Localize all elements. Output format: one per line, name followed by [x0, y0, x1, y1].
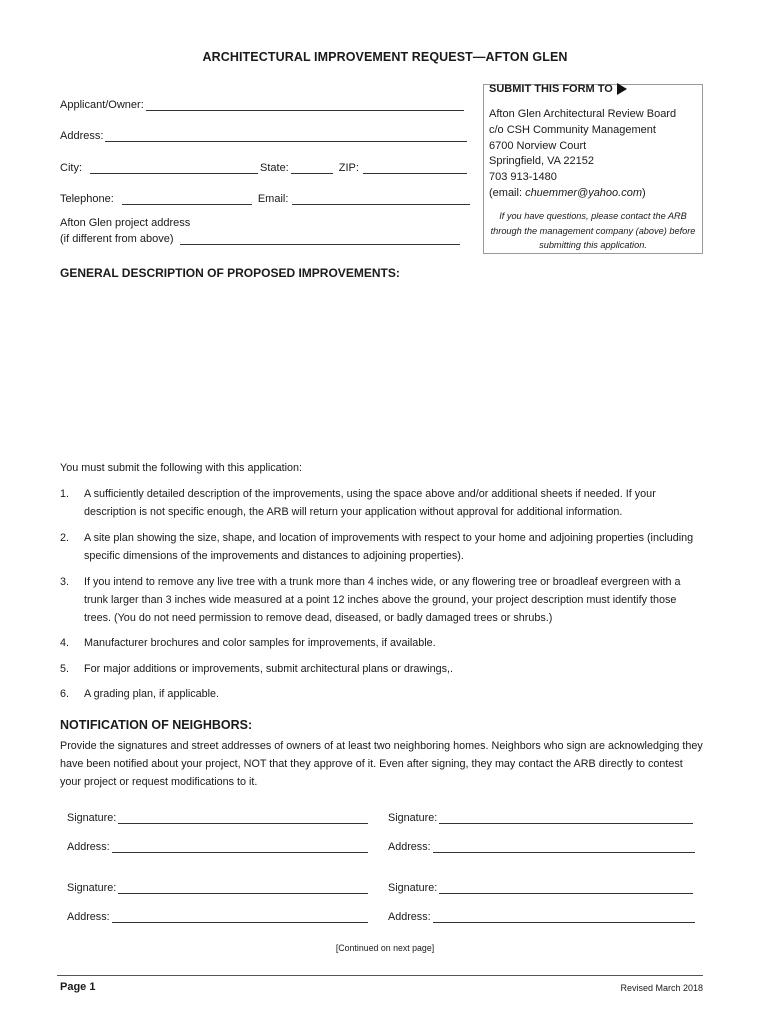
address-field[interactable] [105, 130, 467, 142]
revision-date: Revised March 2018 [620, 983, 703, 993]
street-address: 6700 Norview Court [489, 139, 587, 152]
form-title: ARCHITECTURAL IMPROVEMENT REQUEST—AFTON GLEN [202, 50, 568, 64]
requirement-text: A grading plan, if applicable. [84, 688, 220, 700]
signature-label: Signature: [388, 882, 438, 894]
project-address-label-2: (if different from above) [60, 233, 174, 245]
footer-divider [57, 975, 703, 976]
neighbor-2-signature-row [388, 812, 695, 824]
address-label: Address: [388, 911, 431, 923]
neighbor-1-signature-field[interactable] [118, 812, 368, 824]
neighbor-2-address-field[interactable] [433, 841, 695, 853]
applicant-owner-row [60, 99, 466, 111]
arb-name: Afton Glen Architectural Review Board [489, 108, 677, 120]
email-prefix: (email: [489, 186, 526, 199]
play-arrow-icon [617, 83, 627, 95]
neighbor-2-address-row [388, 841, 697, 853]
neighbor-3-signature-row [67, 882, 370, 894]
neighbor-3-address-field[interactable] [112, 911, 368, 923]
address-label: Address: [388, 841, 431, 853]
project-address-field[interactable] [180, 233, 460, 245]
signature-label: Signature: [388, 812, 438, 824]
email-field[interactable] [292, 193, 470, 205]
telephone-label: Telephone: [60, 193, 114, 205]
continued-note: [Continued on next page] [335, 943, 435, 953]
project-address-label-1: Afton Glen project address [60, 217, 191, 229]
email-line [489, 186, 699, 202]
city-state-zip: Springfield, VA 22152 [489, 155, 594, 168]
general-description-area[interactable] [60, 288, 703, 448]
neighbor-1-address-field[interactable] [112, 841, 368, 853]
zip-field[interactable] [363, 162, 467, 174]
phone-number: 703 913-1480 [489, 171, 557, 184]
page-number: Page 1 [60, 981, 96, 993]
address-label: Address: [60, 130, 104, 142]
applicant-owner-label: Applicant/Owner: [60, 99, 144, 111]
general-description-heading: GENERAL DESCRIPTION OF PROPOSED IMPROVEMENTS: [60, 266, 400, 280]
city-state-zip-row [60, 162, 469, 174]
neighbor-4-signature-field[interactable] [439, 882, 693, 894]
management-company: c/o CSH Community Management [489, 123, 656, 136]
requirement-number: 4. [60, 637, 70, 649]
neighbors-heading: NOTIFICATION OF NEIGHBORS: [60, 718, 253, 732]
neighbor-1-signature-row [67, 812, 370, 824]
applicant-owner-field[interactable] [146, 99, 464, 111]
requirement-text: A sufficiently detailed description of the improvements, using the space above and/or additional sheets if needed. If your description is not specific enough, the ARB will return your application without approval for additional information. [84, 488, 656, 518]
requirement-number: 6. [60, 688, 70, 700]
project-address-row [60, 233, 462, 245]
address-row [60, 130, 469, 142]
neighbor-2-signature-field[interactable] [439, 812, 693, 824]
signature-label: Signature: [67, 882, 117, 894]
city-field[interactable] [90, 162, 258, 174]
telephone-field[interactable] [122, 193, 252, 205]
requirement-number: 1. [60, 488, 70, 500]
requirement-item-6 [60, 685, 706, 703]
signature-label: Signature: [67, 812, 117, 824]
address-label: Address: [67, 911, 110, 923]
address-label: Address: [67, 841, 110, 853]
neighbor-4-signature-row [388, 882, 695, 894]
requirement-item-5 [60, 660, 706, 678]
requirement-item-3 [60, 573, 706, 627]
email-label: Email: [257, 193, 289, 205]
requirement-text: A site plan showing the size, shape, and location of improvements with respect to your home and adjoining properties (including specific dimensions of the improvements and distances to adjoining properties). [84, 532, 694, 562]
state-field[interactable] [291, 162, 333, 174]
requirement-item-1 [60, 485, 706, 521]
neighbor-3-address-row [67, 911, 370, 923]
neighbor-1-address-row [67, 841, 370, 853]
requirement-item-2 [60, 529, 706, 565]
requirement-text: For major additions or improvements, submit architectural plans or drawings,. [84, 663, 454, 675]
neighbor-3-signature-field[interactable] [118, 882, 368, 894]
requirement-text: If you intend to remove any live tree with a trunk more than 4 inches wide, or any flowering tree or broadleaf evergreen with a trunk larger than 3 inches wide measured at a point 12 inches above the ground, your project description must identify those trees. (You do not need permission to remove dead, diseased, or badly damaged trees or shrubs.) [84, 576, 681, 624]
requirement-item-4 [60, 634, 706, 652]
zip-label: ZIP: [338, 162, 359, 174]
submit-heading-text: SUBMIT THIS FORM TO [489, 83, 613, 95]
requirement-number: 3. [60, 576, 70, 588]
contact-email-link[interactable]: chuemmer@yahoo.com [525, 186, 642, 199]
requirement-number: 2. [60, 532, 70, 544]
questions-note: If you have questions, please contact the ARB through the management company (above) before submitting this application. [490, 211, 696, 250]
neighbor-4-address-field[interactable] [433, 911, 695, 923]
email-suffix: ) [642, 186, 646, 199]
neighbors-instructions: Provide the signatures and street addresses of owners of at least two neighboring homes. Neighbors who sign are acknowledging they have been notified about your project, NOT that they approve of it. Even after signing, they may contact the ARB directly to contest your project or request modifications to it. [60, 740, 703, 788]
requirement-text: Manufacturer brochures and color samples for improvements, if available. [84, 637, 436, 649]
state-label: State: [260, 162, 289, 174]
submit-address-block [489, 107, 699, 202]
requirements-intro: You must submit the following with this application: [60, 462, 303, 474]
neighbor-4-address-row [388, 911, 697, 923]
telephone-email-row [60, 193, 472, 205]
submit-box-heading [489, 83, 627, 95]
requirement-number: 5. [60, 663, 70, 675]
city-label: City: [60, 162, 82, 174]
